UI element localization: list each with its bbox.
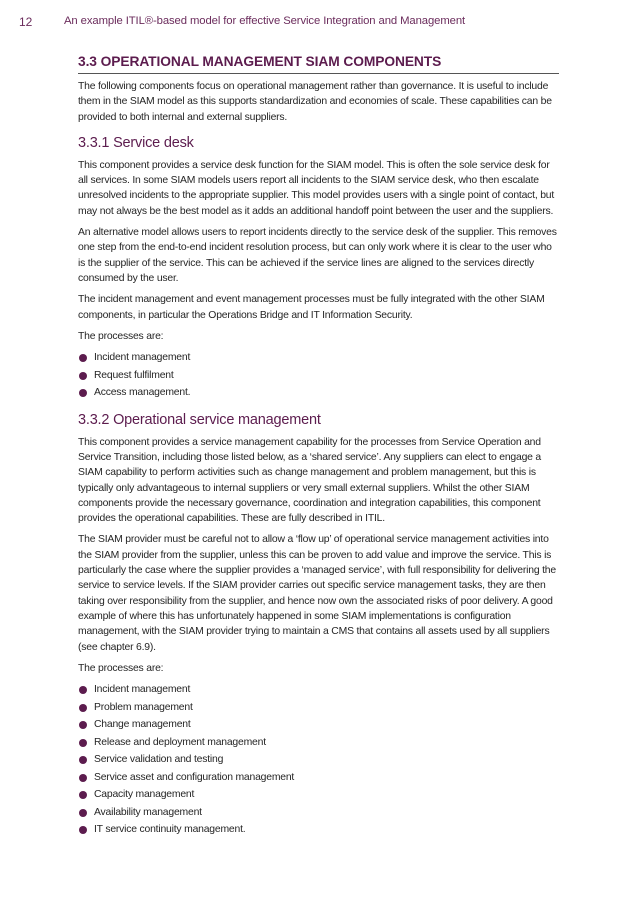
osm-paragraph-2: The SIAM provider must be careful not to allow a ‘flow up’ of operational service management activities into the SIAM provider from the supplier, unless this can be proven to add value and improve the service. This is particularly the case where the supplier provides a ‘managed service’, with full responsibility for delivering the service to service levels. If the SIAM provider carries out specific service management tasks, they are then taking over responsibility from the supplier, and hence now own the associated risks of poor delivery. A good example of where this has unfortunately happened in some SIAM implementations is configuration management, with the SIAM provider trying to maintain a CMS that contains all assets used by all suppliers (see chapter 6.9).: [78, 534, 556, 653]
bullet-icon: [79, 372, 87, 380]
osm-paragraph-1: This component provides a service management capability for the processes from Service Operation and Service Transition, including those listed below, as a ‘shared service’. Any suppliers can elect to engage a SIAM capability to perform activities such as change management and problem management, but this is typically only advantageous to internal suppliers or very small external suppliers. Whilst the other SIAM components provide the necessary governance, coordination and integration capabilities, this component provides the operational capabilities. These are fully described in ITIL.: [78, 436, 541, 525]
list-item: IT service continuity management.: [78, 821, 559, 839]
list-item: Capacity management: [78, 786, 559, 804]
list-item: Request fulfilment: [78, 367, 559, 385]
service-desk-paragraph-3: The incident management and event management processes must be fully integrated with the other SIAM components, in particular the Operations Bridge and IT Information Security.: [78, 294, 545, 321]
bullet-icon: [79, 826, 87, 834]
list-item: Availability management: [78, 804, 559, 822]
list-item: Incident management: [78, 681, 559, 699]
bullet-icon: [79, 704, 87, 712]
bullet-icon: [79, 809, 87, 817]
list-item: Problem management: [78, 699, 559, 717]
list-item: Service asset and configuration management: [78, 769, 559, 787]
section-heading: 3.3 OPERATIONAL MANAGEMENT SIAM COMPONENTS: [78, 53, 559, 74]
page-header: [0, 15, 638, 33]
bullet-icon: [79, 686, 87, 694]
service-desk-heading: 3.3.1 Service desk: [78, 134, 194, 151]
bullet-icon: [79, 791, 87, 799]
service-desk-process-list: [78, 349, 559, 402]
list-item: Service validation and testing: [78, 751, 559, 769]
bullet-icon: [79, 739, 87, 747]
bullet-icon: [79, 774, 87, 782]
bullet-icon: [79, 354, 87, 362]
section-intro-paragraph: The following components focus on operational management rather than governance. It is useful to include them in the SIAM model as this supports standardization and economies of scale. These capabilities can be provided to both internal and external suppliers.: [78, 81, 552, 123]
osm-process-list: [78, 681, 559, 839]
operational-service-management-heading: 3.3.2 Operational service management: [78, 411, 321, 428]
page-number: 12: [19, 15, 33, 29]
list-item: Incident management: [78, 349, 559, 367]
service-desk-paragraph-1: This component provides a service desk function for the SIAM model. This is often the sole service desk for all services. In some SIAM models users report all incidents to the SIAM service desk, who then escalate unresolved incidents to the appropriate supplier. This model provides users with a single point of contact, but may not always be the best model as it adds an additional handoff point between the user and the suppliers.: [78, 159, 555, 217]
osm-processes-intro: The processes are:: [78, 662, 164, 674]
bullet-icon: [79, 756, 87, 764]
list-item: Access management.: [78, 384, 559, 402]
page-content: [78, 53, 559, 839]
service-desk-paragraph-2: An alternative model allows users to report incidents directly to the service desk of the supplier. This removes one step from the end-to-end incident resolution process, but can only work where it is clear to the user who is the supplier of the service. This can be achieved if the service lines are aligned to the services directly consumed by the user.: [78, 227, 557, 284]
bullet-icon: [79, 721, 87, 729]
list-item: Release and deployment management: [78, 734, 559, 752]
running-title: An example ITIL®-based model for effective Service Integration and Management: [64, 15, 466, 27]
list-item: Change management: [78, 716, 559, 734]
service-desk-processes-intro: The processes are:: [78, 330, 164, 342]
bullet-icon: [79, 389, 87, 397]
